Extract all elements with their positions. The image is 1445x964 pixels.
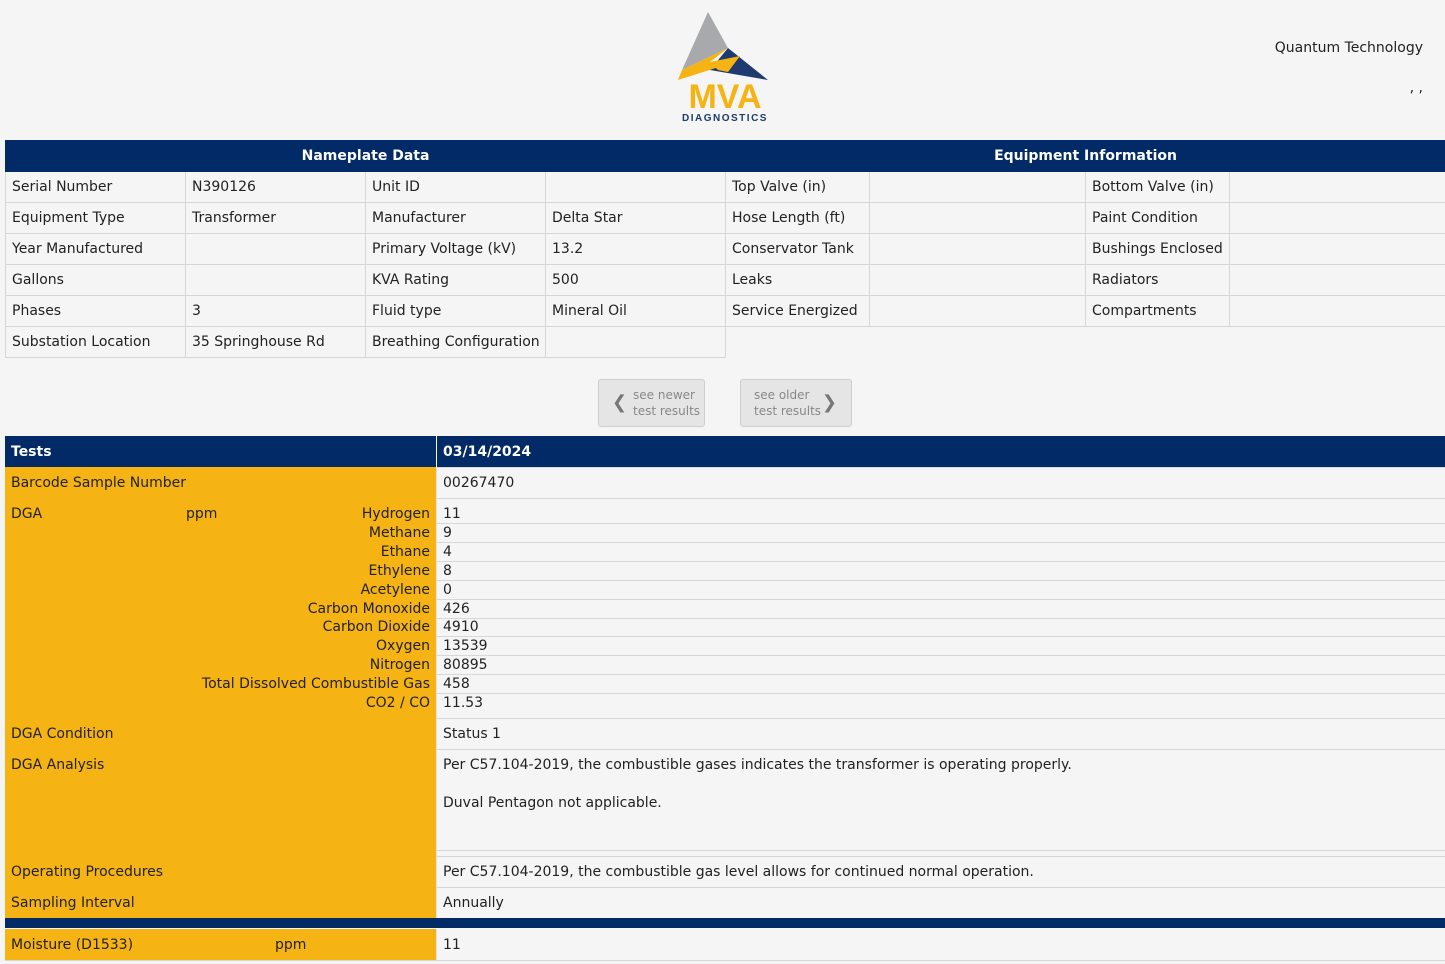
sampling-label: Sampling Interval	[11, 895, 135, 911]
dga-gas-label: CO2 / CO	[365, 695, 430, 711]
dga-gas-value: 4	[443, 543, 452, 560]
nameplate-value: Mineral Oil	[546, 296, 726, 327]
operating-value: Per C57.104-2019, the combustible gas level allows for continued normal operation.	[443, 864, 1034, 880]
operating-procedures-row	[5, 856, 1445, 888]
nameplate-label: Substation Location	[6, 327, 186, 358]
dga-condition-value: Status 1	[443, 726, 501, 742]
equipment-value	[870, 172, 1086, 203]
equipment-label: Leaks	[726, 265, 870, 296]
moisture-value: 11	[443, 937, 461, 953]
see-older-results-button[interactable]	[740, 379, 852, 427]
dga-gas-value: 11.53	[443, 695, 484, 711]
dga-analysis-line2: Duval Pentagon not applicable.	[443, 795, 662, 811]
logo-diagnostics-text: DIAGNOSTICS	[682, 113, 768, 124]
equipment-row	[726, 234, 1445, 265]
dga-gas-value: 0	[443, 581, 452, 598]
nameplate-value: 500	[546, 265, 726, 296]
dga-row	[5, 498, 1445, 719]
equipment-value	[870, 265, 1086, 296]
barcode-value: 00267470	[443, 475, 515, 491]
equipment-table	[725, 140, 1445, 327]
dga-gas-label: Carbon Dioxide	[322, 619, 430, 636]
equipment-label: Bushings Enclosed	[1086, 234, 1230, 265]
nameplate-label: Serial Number	[6, 172, 186, 203]
page-header	[0, 0, 1445, 135]
barcode-row	[5, 467, 1445, 499]
dga-gas-label: Oxygen	[376, 638, 430, 655]
sampling-interval-row	[5, 887, 1445, 919]
nameplate-label: Gallons	[6, 265, 186, 296]
nameplate-value	[186, 265, 366, 296]
dga-gas-value: 13539	[443, 638, 488, 655]
dga-gas-label: Nitrogen	[369, 657, 430, 674]
equipment-value	[1230, 265, 1445, 296]
company-address: , ,	[1409, 80, 1423, 96]
dga-condition-row	[5, 718, 1445, 750]
equipment-label: Conservator Tank	[726, 234, 870, 265]
nameplate-row	[6, 203, 726, 234]
moisture-label: Moisture (D1533)	[11, 937, 134, 953]
equipment-label: Top Valve (in)	[726, 172, 870, 203]
equipment-value	[870, 234, 1086, 265]
nameplate-label: Manufacturer	[366, 203, 546, 234]
dga-gas-label: Acetylene	[360, 581, 430, 598]
nameplate-row	[6, 172, 726, 203]
equipment-label: Bottom Valve (in)	[1086, 172, 1230, 203]
nameplate-value: 35 Springhouse Rd	[186, 327, 366, 358]
chevron-left-icon: ❮	[612, 392, 628, 413]
dga-gas-label: Methane	[368, 524, 430, 541]
dga-label: DGA	[11, 506, 43, 522]
nameplate-value	[186, 234, 366, 265]
nameplate-row	[6, 265, 726, 296]
equipment-title: Equipment Information	[726, 141, 1445, 172]
nameplate-label: Breathing Configuration	[366, 327, 546, 358]
equipment-label: Service Energized	[726, 296, 870, 327]
nameplate-label: Fluid type	[366, 296, 546, 327]
dga-gas-value: 458	[443, 676, 470, 693]
nameplate-title: Nameplate Data	[6, 141, 726, 172]
dga-gas-value: 8	[443, 562, 452, 579]
nameplate-label: Year Manufactured	[6, 234, 186, 265]
chevron-right-icon: ❯	[821, 392, 837, 413]
older-line1: see older	[754, 388, 810, 402]
nameplate-value: 3	[186, 296, 366, 327]
nameplate-label: KVA Rating	[366, 265, 546, 296]
equipment-row	[726, 265, 1445, 296]
equipment-label: Compartments	[1086, 296, 1230, 327]
dga-gas-label: Hydrogen	[361, 506, 430, 522]
dga-unit: ppm	[186, 506, 218, 522]
nameplate-label: Phases	[6, 296, 186, 327]
dga-gas-label: Carbon Monoxide	[307, 600, 430, 617]
nameplate-row	[6, 234, 726, 265]
newer-line2: test results	[633, 404, 701, 418]
dga-gas-value: 4910	[443, 619, 479, 636]
nameplate-table	[5, 140, 726, 358]
nameplate-value	[546, 172, 726, 203]
equipment-value	[1230, 234, 1445, 265]
moisture-row	[5, 929, 1445, 961]
dga-condition-label: DGA Condition	[11, 726, 114, 742]
nameplate-value	[546, 327, 726, 358]
barcode-label: Barcode Sample Number	[11, 475, 187, 491]
tests-header-row	[5, 436, 1445, 468]
nameplate-value: N390126	[186, 172, 366, 203]
equipment-row	[726, 172, 1445, 203]
equipment-value	[1230, 203, 1445, 234]
nameplate-row	[6, 296, 726, 327]
equipment-label: Paint Condition	[1086, 203, 1230, 234]
section-separator	[5, 918, 1445, 928]
moisture-unit: ppm	[275, 937, 307, 953]
nameplate-value: Transformer	[186, 203, 366, 234]
equipment-value	[1230, 172, 1445, 203]
operating-label: Operating Procedures	[11, 864, 164, 880]
tests-header-label: Tests	[11, 444, 52, 460]
dga-gas-label: Ethylene	[368, 562, 430, 579]
dga-gas-value: 426	[443, 600, 470, 617]
dga-gas-label: Total Dissolved Combustible Gas	[201, 676, 430, 693]
equipment-value	[1230, 296, 1445, 327]
see-newer-results-button[interactable]	[598, 379, 705, 427]
nameplate-label: Primary Voltage (kV)	[366, 234, 546, 265]
newer-line1: see newer	[633, 388, 695, 402]
nameplate-label: Equipment Type	[6, 203, 186, 234]
older-line2: test results	[754, 404, 822, 418]
dga-gas-label: Ethane	[380, 543, 430, 560]
company-name: Quantum Technology	[1274, 40, 1423, 56]
equipment-value	[870, 203, 1086, 234]
logo-mva-text: MVA	[688, 78, 762, 116]
dga-analysis-label: DGA Analysis	[11, 757, 105, 773]
equipment-value	[870, 296, 1086, 327]
equipment-row	[726, 203, 1445, 234]
dga-gas-value: 80895	[443, 657, 488, 674]
dga-analysis-line1: Per C57.104-2019, the combustible gases indicates the transformer is operating properly.	[443, 757, 1072, 773]
test-date: 03/14/2024	[443, 444, 532, 460]
dga-analysis-row	[5, 749, 1445, 857]
nameplate-label: Unit ID	[366, 172, 546, 203]
nameplate-value: 13.2	[546, 234, 726, 265]
dga-gas-value: 9	[443, 524, 452, 541]
mva-diagnostics-logo	[670, 10, 780, 126]
equipment-label: Hose Length (ft)	[726, 203, 870, 234]
nameplate-value: Delta Star	[546, 203, 726, 234]
equipment-row	[726, 296, 1445, 327]
dga-gas-value: 11	[443, 506, 461, 522]
equipment-label: Radiators	[1086, 265, 1230, 296]
sampling-value: Annually	[443, 895, 504, 911]
nameplate-row	[6, 327, 726, 358]
